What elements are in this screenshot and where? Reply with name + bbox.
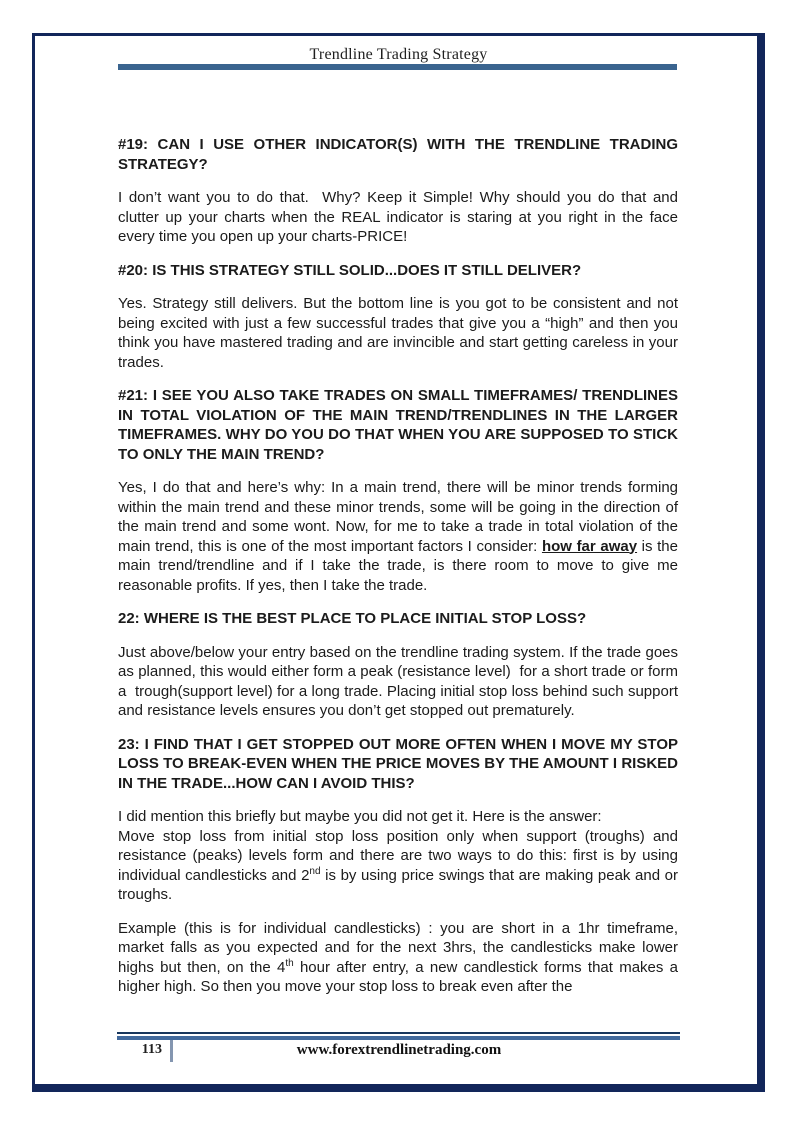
superscript-text: th [285, 957, 294, 969]
section-heading [118, 135, 678, 174]
text-run: #21: I SEE YOU ALSO TAKE TRADES ON SMALL TIMEFRAMES/ TRENDLINES IN TOTAL VIOLATION OF THE MAIN TREND/TRENDLINES IN THE LARGER TIMEFRAMES. WHY DO YOU DO THAT WHEN YOU ARE SUPPOSED TO STICK TO ONLY THE MAIN TREND? [118, 387, 678, 463]
text-run: Yes, I do that and here’s why: In a main trend, there will be minor trends forming within the main trend and these minor trends, some will be going in the direction of the main trend and some wont. Now, for me to take a trade in total violation of the main trend, this is one of the most important factors I consider: [118, 479, 678, 555]
footer-rule-dark [117, 1032, 680, 1034]
paragraph [118, 807, 678, 905]
text-run: is the main trend/trendline and if I take the trade, is there room to move to give me reasonable profits. If yes, then I take the trade. [118, 537, 678, 594]
section-heading [118, 609, 678, 629]
page-number: 113 [141, 1042, 162, 1057]
section-heading [118, 735, 678, 794]
text-run: 23: I FIND THAT I GET STOPPED OUT MORE OFTEN WHEN I MOVE MY STOP LOSS TO BREAK-EVEN WHEN THE PRICE MOVES BY THE AMOUNT I RISKED IN THE TRADE...HOW CAN I AVOID THIS? [118, 735, 678, 792]
paragraph [118, 188, 678, 247]
text-run: is by using price swings that are making peak and or troughs. [118, 866, 678, 903]
paragraph [118, 478, 678, 595]
document-body [118, 135, 678, 1011]
text-run: #19: CAN I USE OTHER INDICATOR(S) WITH THE TRENDLINE TRADING STRATEGY? [118, 136, 678, 173]
section-heading [118, 261, 678, 281]
header-rule [118, 64, 677, 70]
text-run: #20: IS THIS STRATEGY STILL SOLID...DOES IT STILL DELIVER? [118, 261, 582, 279]
text-run: hour after entry, a new candlestick forms that makes a higher high. So then you move your stop loss to break even after the [118, 958, 678, 995]
paragraph [118, 643, 678, 721]
footer-rule-blue [117, 1036, 680, 1040]
text-run: I don’t want you to do that. Why? Keep it Simple! Why should you do that and clutter up your charts when the REAL indicator is staring at you right in the face every time you open up your charts-PRICE! [118, 189, 678, 245]
page-header-title: Trendline Trading Strategy [309, 46, 488, 63]
paragraph [118, 919, 678, 997]
footer-website: www.forextrendlinetrading.com [296, 1042, 502, 1058]
text-run: 22: WHERE IS THE BEST PLACE TO PLACE INITIAL STOP LOSS? [118, 610, 587, 627]
text-run: Just above/below your entry based on the trendline trading system. If the trade goes as planned, this would either form a peak (resistance level) for a short trade or form a trough(support level) for a long trade. Placing initial stop loss behind such support and resistance levels ensures you don’t get stopped out prematurely. [118, 643, 678, 719]
paragraph [118, 294, 678, 372]
bold-underlined-text: how far away [541, 537, 638, 555]
text-run: I did mention this briefly but maybe you did not get it. Here is the answer: [118, 808, 602, 825]
superscript-text: nd [309, 865, 321, 877]
text-run: Move stop loss from initial stop loss position only when support (troughs) and resistance (peaks) levels form and there are two ways to do this: first is by using individual candlesticks and 2 [118, 827, 678, 884]
text-run: Example (this is for individual candlesticks) : you are short in a 1hr timeframe, market falls as you expected and for the next 3hrs, the candlesticks make lower highs but then, on the 4 [118, 919, 678, 976]
text-run: Yes. Strategy still delivers. But the bottom line is you got to be consistent and not being excited with just a few successful trades that give you a “high” and then you think you have mastered trading and are invincible and start getting careless in your trades. [118, 295, 678, 371]
section-heading [118, 386, 678, 464]
